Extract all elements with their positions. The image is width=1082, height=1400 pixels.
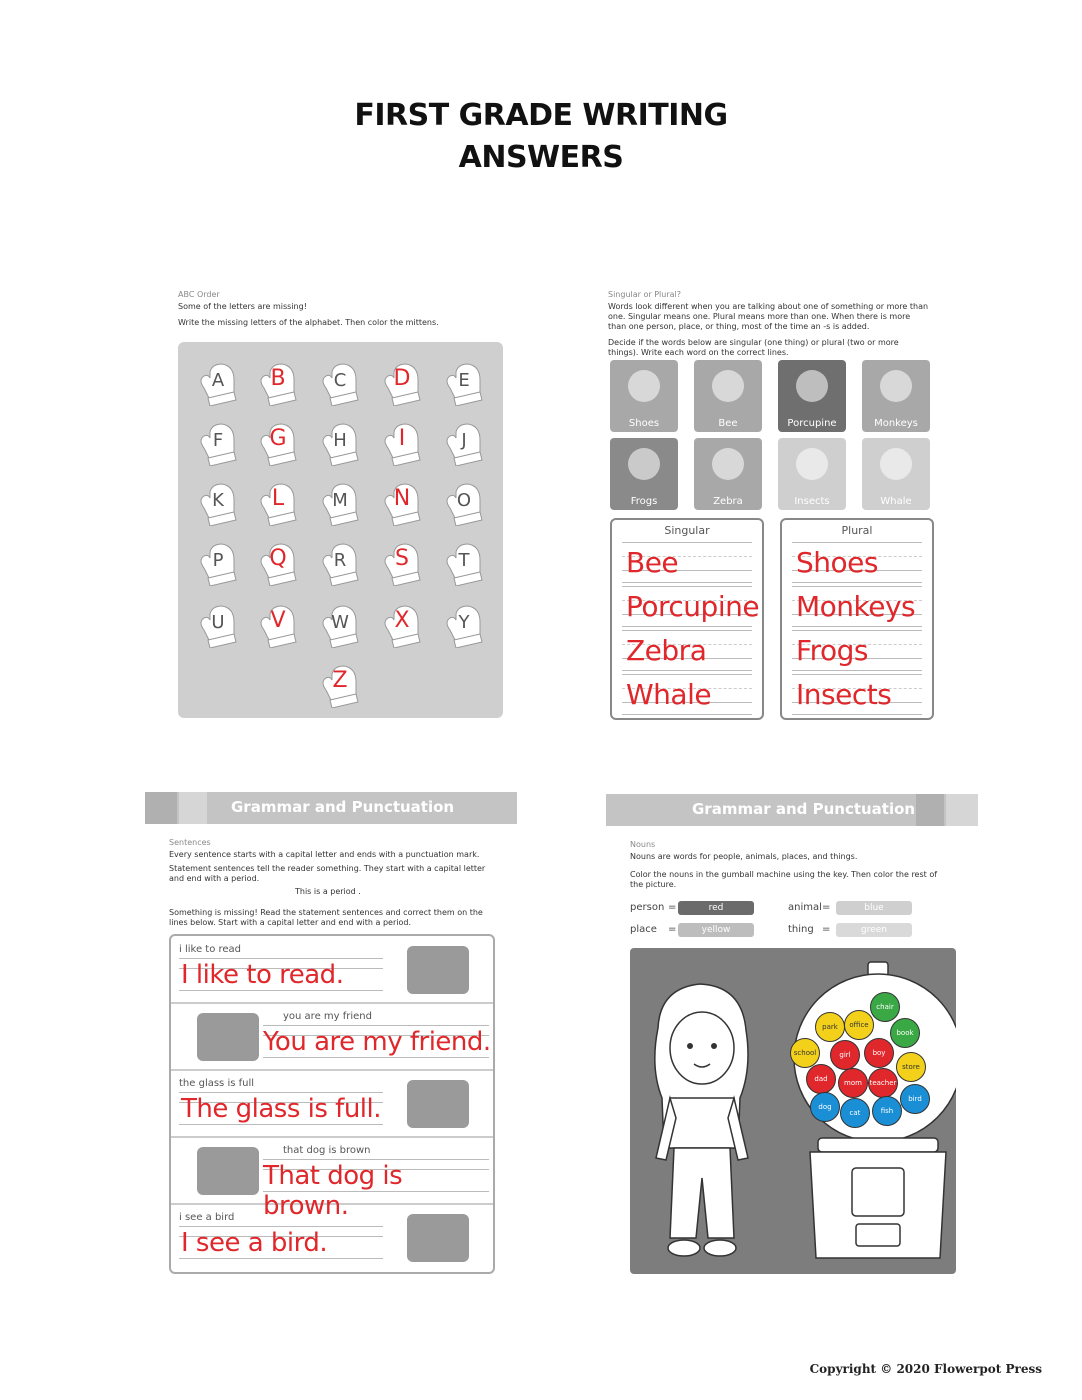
answer-word: Porcupine [626, 590, 760, 623]
picture-tile-label: Zebra [713, 496, 743, 507]
gumball-park: park [815, 1012, 845, 1042]
key-chip-green: green [836, 923, 912, 937]
gumball-cat: cat [840, 1098, 870, 1128]
mitten-u [196, 604, 240, 648]
mitten-letter: S [395, 546, 409, 571]
key-equals: = [668, 902, 677, 913]
gumball-scene [630, 948, 956, 1274]
sentence-rows [169, 934, 495, 1274]
write-line [179, 1124, 383, 1125]
picture-tile-frogs [610, 438, 678, 510]
mitten-t [442, 542, 486, 586]
sentences-panel [145, 792, 520, 1277]
mitten-letter: H [333, 430, 347, 451]
mitten-letter: J [461, 430, 467, 451]
sentence-answer: You are my friend. [263, 1027, 491, 1057]
sentences-header-title: Grammar and Punctuation [231, 798, 455, 816]
sentence-answer: I like to read. [181, 960, 344, 990]
answer-word: Insects [796, 678, 892, 711]
gumball-dad: dad [806, 1064, 836, 1094]
mitten-d [380, 362, 424, 406]
mitten-s [380, 542, 424, 586]
mitten-f [196, 422, 240, 466]
write-line [792, 582, 922, 583]
mitten-letter: T [458, 550, 470, 571]
mitten-letter: G [269, 426, 287, 451]
write-line [179, 1226, 383, 1227]
picture-tile-label: Shoes [628, 418, 660, 429]
sentence-answer: I see a bird. [181, 1228, 328, 1258]
sentence-row [171, 1003, 493, 1071]
picture-tile-porcupine [778, 360, 846, 432]
sentence-picture-icon [197, 1147, 259, 1195]
write-line [622, 586, 752, 587]
write-line [622, 714, 752, 715]
write-line [179, 1258, 383, 1259]
plural-list [780, 518, 934, 720]
sentence-picture-icon [407, 946, 469, 994]
write-line [179, 958, 383, 959]
abc-heading: ABC Order [178, 290, 220, 299]
mitten-letter: B [270, 366, 286, 391]
plural-head: Plural [841, 524, 873, 537]
singular-list [610, 518, 764, 720]
page-title-line2: ANSWERS [458, 140, 624, 175]
key-equals: = [822, 902, 831, 913]
mitten-grid [178, 342, 503, 718]
mitten-v [256, 604, 300, 648]
nouns-paragraph-2: Color the nouns in the gumball machine using the key. Then color the rest of the picture. [630, 870, 938, 889]
mitten-n [380, 482, 424, 526]
gumball-store: store [896, 1052, 926, 1082]
gumball-bird: bird [900, 1084, 930, 1114]
gumball-book: book [890, 1018, 920, 1048]
write-line [792, 626, 922, 627]
mitten-letter: D [393, 366, 411, 391]
abc-instruction-2: Write the missing letters of the alphabet. Then color the mittens. [178, 318, 439, 327]
mitten-y [442, 604, 486, 648]
picture-tile-label: Frogs [630, 496, 658, 507]
mitten-a [196, 362, 240, 406]
mitten-letter: V [270, 608, 286, 633]
picture-icon [796, 370, 828, 402]
picture-icon [712, 448, 744, 480]
page-title-line1: FIRST GRADE WRITING [354, 98, 728, 133]
key-equals: = [822, 924, 831, 935]
nouns-paragraph-1: Nouns are words for people, animals, places, and things. [630, 852, 858, 861]
picture-tile-monkeys [862, 360, 930, 432]
mitten-letter: E [458, 370, 470, 391]
picture-icon [712, 370, 744, 402]
mitten-letter: N [393, 486, 411, 511]
sentence-prompt: that dog is brown [283, 1145, 371, 1156]
write-line [792, 542, 922, 543]
sentences-paragraph-3: Something is missing! Read the statement sentences and correct them on the lines below. Start with a capital letter and end with a period. [169, 908, 483, 927]
gumball-mom: mom [838, 1068, 868, 1098]
sentence-picture-icon [407, 1214, 469, 1262]
gumball-girl: girl [830, 1040, 860, 1070]
picture-tile-label: Bee [718, 418, 738, 429]
sentence-answer: That dog is brown. [263, 1161, 403, 1221]
picture-tile-bee [694, 360, 762, 432]
write-line [622, 674, 752, 675]
picture-tile-whale [862, 438, 930, 510]
singular-plural-panel [608, 290, 938, 720]
sentence-picture-icon [407, 1080, 469, 1128]
gumball-fish: fish [872, 1096, 902, 1126]
mitten-letter: Q [269, 546, 287, 571]
picture-tiles [608, 360, 938, 512]
write-line [263, 1025, 489, 1026]
mitten-m [318, 482, 362, 526]
write-line [179, 990, 383, 991]
picture-icon [880, 370, 912, 402]
mitten-o [442, 482, 486, 526]
sentence-row [171, 1070, 493, 1138]
mitten-g [256, 422, 300, 466]
key-chip-yellow: yellow [678, 923, 754, 937]
gumball-dog: dog [810, 1092, 840, 1122]
picture-tile-zebra [694, 438, 762, 510]
nouns-header-title: Grammar and Punctuation [692, 800, 916, 818]
mitten-letter: R [333, 550, 347, 571]
sentences-heading: Sentences [169, 838, 211, 847]
mitten-l [256, 482, 300, 526]
sentence-picture-icon [197, 1013, 259, 1061]
nouns-panel [606, 792, 981, 1277]
plural-paragraph-1: Words look different when you are talking about one of something or more than one. Singular means one. Plural means more than one. When there is more than one person, place, or thing, most of the time an -s is added. [608, 302, 929, 331]
key-chip-red: red [678, 901, 754, 915]
plural-paragraph-2: Decide if the words below are singular (one thing) or plural (two or more things). Write each word on the correct lines. [608, 338, 899, 357]
answer-word: Frogs [796, 634, 868, 667]
plural-heading: Singular or Plural? [608, 290, 681, 299]
mitten-k [196, 482, 240, 526]
mitten-h [318, 422, 362, 466]
answer-word: Zebra [626, 634, 707, 667]
mitten-r [318, 542, 362, 586]
sentence-prompt: the glass is full [179, 1078, 255, 1089]
abc-order-panel [178, 290, 508, 720]
picture-tile-label: Insects [794, 496, 830, 507]
write-line [792, 670, 922, 671]
picture-icon [880, 448, 912, 480]
answer-word: Whale [626, 678, 712, 711]
write-line [622, 670, 752, 671]
mitten-letter: M [332, 490, 348, 511]
key-label-place: place [630, 924, 657, 935]
mitten-letter: I [398, 426, 406, 451]
abc-instruction-1: Some of the letters are missing! [178, 302, 307, 311]
mitten-letter: Y [458, 612, 470, 633]
key-label-person: person [630, 902, 665, 913]
mitten-b [256, 362, 300, 406]
picture-icon [796, 448, 828, 480]
mitten-letter: K [212, 490, 224, 511]
sentence-row [171, 936, 493, 1004]
mitten-letter: O [456, 490, 472, 511]
sentences-paragraph-2: Statement sentences tell the reader something. They start with a capital letter and end with a period. [169, 864, 486, 883]
sentences-paragraph-1: Every sentence starts with a capital letter and ends with a punctuation mark. [169, 850, 480, 859]
picture-tile-label: Monkeys [874, 418, 918, 429]
mitten-letter: L [271, 486, 285, 511]
gumball-school: school [790, 1038, 820, 1068]
key-equals: = [668, 924, 677, 935]
gumball-boy: boy [864, 1038, 894, 1068]
mitten-letter: W [331, 612, 349, 633]
sentence-row [171, 1204, 493, 1270]
mitten-letter: C [333, 370, 347, 391]
picture-icon [628, 448, 660, 480]
mitten-x [380, 604, 424, 648]
mitten-p [196, 542, 240, 586]
nouns-heading: Nouns [630, 840, 656, 849]
mitten-letter: X [394, 608, 410, 633]
write-line [622, 542, 752, 543]
gumball-office: office [844, 1010, 874, 1040]
mitten-letter: U [211, 612, 225, 633]
copyright: Copyright © 2020 Flowerpot Press [809, 1362, 1042, 1376]
picture-tile-shoes [610, 360, 678, 432]
nouns-header-bar [606, 794, 978, 826]
write-line [263, 1159, 489, 1160]
write-line [792, 714, 922, 715]
write-line [622, 582, 752, 583]
key-label-thing: thing [788, 924, 814, 935]
noun-color-key [630, 902, 960, 946]
mitten-c [318, 362, 362, 406]
sentences-example: This is a period . [295, 887, 361, 896]
mitten-q [256, 542, 300, 586]
mitten-w [318, 604, 362, 648]
mitten-z [318, 664, 362, 708]
write-line [263, 1057, 489, 1058]
mitten-letter: F [212, 430, 224, 451]
answer-word: Monkeys [796, 590, 916, 623]
picture-tile-insects [778, 438, 846, 510]
sentence-prompt: you are my friend [283, 1011, 372, 1022]
sentences-header-bar [145, 792, 517, 824]
write-line [792, 630, 922, 631]
mitten-letter: P [212, 550, 224, 571]
singular-head: Singular [664, 524, 710, 537]
picture-tile-label: Whale [880, 496, 912, 507]
gumball-teacher: teacher [868, 1068, 898, 1098]
write-line [622, 630, 752, 631]
key-chip-blue: blue [836, 901, 912, 915]
mitten-i [380, 422, 424, 466]
write-line [179, 1092, 383, 1093]
picture-tile-label: Porcupine [787, 418, 837, 429]
mitten-letter: A [211, 370, 225, 391]
sentence-prompt: i like to read [179, 944, 242, 955]
sentence-prompt: i see a bird [179, 1212, 235, 1223]
answer-word: Bee [626, 546, 679, 579]
gumball-chair: chair [870, 992, 900, 1022]
key-label-animal: animal [788, 902, 822, 913]
answer-word: Shoes [796, 546, 878, 579]
picture-icon [628, 370, 660, 402]
mitten-e [442, 362, 486, 406]
mitten-j [442, 422, 486, 466]
sentence-answer: The glass is full. [181, 1094, 382, 1124]
gumballs [630, 948, 956, 1274]
write-line [622, 626, 752, 627]
mitten-letter: Z [332, 668, 348, 693]
write-line [792, 674, 922, 675]
write-line [792, 586, 922, 587]
